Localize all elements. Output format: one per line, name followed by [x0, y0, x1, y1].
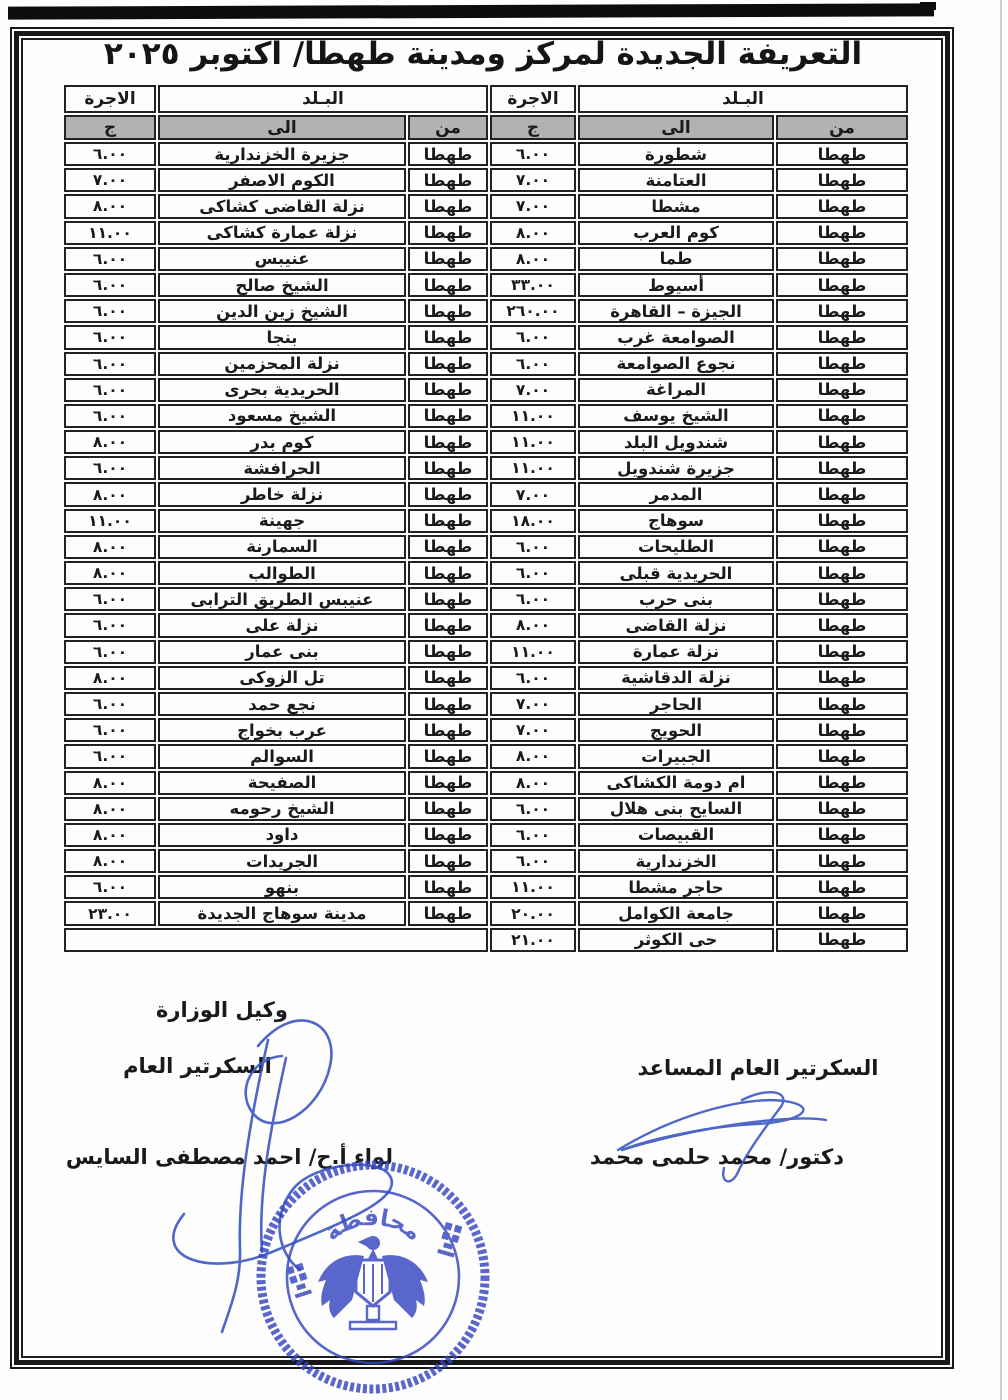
fare-cell: ٦.٠٠ [64, 378, 156, 402]
fare-cell: ٧.٠٠ [490, 692, 576, 716]
fare-cell: ٨.٠٠ [64, 771, 156, 795]
from-header-right: من [776, 115, 908, 140]
to-cell: نزلة المحزمين [158, 352, 406, 376]
fare-cell: ٨.٠٠ [64, 849, 156, 873]
from-cell: طهطا [776, 640, 908, 664]
country-header-right: البـلد [578, 85, 908, 113]
to-cell: كوم بدر [158, 430, 406, 454]
to-cell: نزلة عمارة كشاكى [158, 221, 406, 245]
scan-edge-line [1000, 0, 1002, 1400]
fare-cell: ٨.٠٠ [64, 823, 156, 847]
to-cell: الجيزة – القاهرة [578, 299, 774, 323]
to-cell: حى الكوثر [578, 928, 774, 952]
to-cell: الشيخ يوسف [578, 404, 774, 428]
country-header-left: البـلد [158, 85, 488, 113]
table-row [64, 613, 908, 637]
to-cell: العتامنة [578, 168, 774, 192]
table-row [64, 430, 908, 454]
from-cell: طهطا [408, 352, 488, 376]
from-cell: طهطا [776, 535, 908, 559]
fare-cell: ٦.٠٠ [64, 613, 156, 637]
fare-cell: ٦.٠٠ [64, 875, 156, 899]
fare-cell: ٦.٠٠ [64, 718, 156, 742]
fare-cell: ٦.٠٠ [490, 797, 576, 821]
from-cell: طهطا [776, 299, 908, 323]
left-signer-title-1: وكيل الوزارة [156, 998, 288, 1022]
fare-cell: ٨.٠٠ [64, 482, 156, 506]
from-cell: طهطا [408, 692, 488, 716]
table-row [64, 482, 908, 506]
fare-cell: ٧.٠٠ [64, 168, 156, 192]
from-cell: طهطا [776, 797, 908, 821]
fare-cell: ٦.٠٠ [64, 247, 156, 271]
to-cell: السايح بنى هلال [578, 797, 774, 821]
from-cell: طهطا [776, 561, 908, 585]
from-cell: طهطا [408, 797, 488, 821]
to-cell: كوم العرب [578, 221, 774, 245]
table-row [64, 928, 908, 952]
right-signer-title: السكرتير العام المساعد [637, 1056, 879, 1080]
from-cell: طهطا [776, 352, 908, 376]
to-cell: مدينة سوهاج الجديدة [158, 901, 406, 925]
from-cell: طهطا [776, 771, 908, 795]
table-row [64, 561, 908, 585]
from-cell: طهطا [408, 142, 488, 166]
from-cell: طهطا [408, 849, 488, 873]
fare-table [62, 83, 910, 954]
table-row [64, 744, 908, 768]
table-row [64, 221, 908, 245]
to-cell: الصفيحة [158, 771, 406, 795]
from-cell: طهطا [776, 928, 908, 952]
fare-cell: ١١.٠٠ [64, 221, 156, 245]
to-cell: بنى حرب [578, 587, 774, 611]
fare-cell: ١١.٠٠ [490, 430, 576, 454]
to-cell: عرب بخواج [158, 718, 406, 742]
to-cell: الشيخ مسعود [158, 404, 406, 428]
from-cell: طهطا [408, 771, 488, 795]
to-cell: الحريدية قبلى [578, 561, 774, 585]
from-cell: طهطا [408, 378, 488, 402]
to-cell: نزلة عمارة [578, 640, 774, 664]
fare-cell: ٦.٠٠ [64, 587, 156, 611]
to-cell: نزلة القاضى [578, 613, 774, 637]
fare-cell: ٦.٠٠ [490, 325, 576, 349]
top-border-nub [920, 2, 936, 10]
to-cell: الكوم الاصفر [158, 168, 406, 192]
fare-cell: ٦.٠٠ [64, 142, 156, 166]
fare-cell: ٨.٠٠ [64, 797, 156, 821]
from-header-left: من [408, 115, 488, 140]
fare-cell: ٢١.٠٠ [490, 928, 576, 952]
from-cell: طهطا [408, 875, 488, 899]
from-cell: طهطا [408, 325, 488, 349]
table-row [64, 640, 908, 664]
table-row [64, 247, 908, 271]
header-row-groups [64, 85, 908, 113]
to-cell: نجع حمد [158, 692, 406, 716]
to-cell: طما [578, 247, 774, 271]
to-cell: مشطا [578, 194, 774, 218]
fare-cell: ٨.٠٠ [490, 744, 576, 768]
from-cell: طهطا [776, 430, 908, 454]
from-cell: طهطا [776, 509, 908, 533]
from-cell: طهطا [776, 718, 908, 742]
to-cell: نزلة القاضى كشاكى [158, 194, 406, 218]
to-cell: نزلة الدقاشية [578, 666, 774, 690]
to-cell: القبيصات [578, 823, 774, 847]
table-row [64, 404, 908, 428]
fare-cell: ٦.٠٠ [490, 142, 576, 166]
fare-cell: ٦.٠٠ [490, 666, 576, 690]
to-cell: نزلة خاطر [158, 482, 406, 506]
fare-cell: ٨.٠٠ [64, 666, 156, 690]
to-cell: جامعة الكوامل [578, 901, 774, 925]
table-row [64, 509, 908, 533]
fare-cell: ٨.٠٠ [490, 613, 576, 637]
fare-cell: ١٨.٠٠ [490, 509, 576, 533]
fare-cell: ٢٣.٠٠ [64, 901, 156, 925]
to-cell: الصوامعة غرب [578, 325, 774, 349]
table-row [64, 352, 908, 376]
fare-cell: ٨.٠٠ [490, 247, 576, 271]
left-signer-title-2: السكرتير العام [123, 1054, 272, 1078]
from-cell: طهطا [408, 901, 488, 925]
from-cell: طهطا [408, 613, 488, 637]
to-cell: ام دومة الكشاكى [578, 771, 774, 795]
table-row [64, 456, 908, 480]
from-cell: طهطا [776, 482, 908, 506]
from-cell: طهطا [776, 875, 908, 899]
to-cell: السوالم [158, 744, 406, 768]
from-cell: طهطا [776, 378, 908, 402]
fare-cell: ٧.٠٠ [490, 482, 576, 506]
table-row [64, 771, 908, 795]
from-cell: طهطا [408, 744, 488, 768]
fare-cell: ٦.٠٠ [490, 352, 576, 376]
fare-cell: ٦.٠٠ [490, 535, 576, 559]
to-cell: بنجا [158, 325, 406, 349]
from-cell: طهطا [408, 640, 488, 664]
to-cell: داود [158, 823, 406, 847]
fare-cell: ١١.٠٠ [490, 640, 576, 664]
from-cell: طهطا [776, 744, 908, 768]
to-cell: المراغة [578, 378, 774, 402]
from-cell: طهطا [776, 613, 908, 637]
from-cell: طهطا [776, 325, 908, 349]
currency-header-right: ج [490, 115, 576, 140]
to-cell: الحرافشة [158, 456, 406, 480]
to-header-left: الى [158, 115, 406, 140]
from-cell: طهطا [408, 482, 488, 506]
fare-cell: ٧.٠٠ [490, 194, 576, 218]
left-signer-name: لواء أ.ح/ احمد مصطفى السايس [65, 1145, 393, 1169]
to-cell: المدمر [578, 482, 774, 506]
fare-cell: ٨.٠٠ [64, 561, 156, 585]
from-cell: طهطا [408, 221, 488, 245]
from-cell: طهطا [408, 404, 488, 428]
from-cell: طهطا [408, 561, 488, 585]
fare-cell: ٦.٠٠ [64, 273, 156, 297]
fare-cell: ٦.٠٠ [64, 404, 156, 428]
fare-cell: ٨.٠٠ [490, 771, 576, 795]
fare-cell: ٧.٠٠ [490, 168, 576, 192]
from-cell: طهطا [408, 299, 488, 323]
table-row [64, 666, 908, 690]
from-cell: طهطا [408, 456, 488, 480]
fare-cell: ٦.٠٠ [490, 561, 576, 585]
to-cell: جزيرة الخزندارية [158, 142, 406, 166]
from-cell: طهطا [776, 168, 908, 192]
to-cell: سوهاج [578, 509, 774, 533]
fare-cell: ٢٦٠.٠٠ [490, 299, 576, 323]
from-cell: طهطا [408, 509, 488, 533]
to-header-right: الى [578, 115, 774, 140]
to-cell: بنى عمار [158, 640, 406, 664]
to-cell: تل الزوكى [158, 666, 406, 690]
fare-cell: ٦.٠٠ [64, 640, 156, 664]
from-cell: طهطا [776, 404, 908, 428]
currency-header-left: ج [64, 115, 156, 140]
to-cell: الحريدية بحرى [158, 378, 406, 402]
table-row [64, 875, 908, 899]
to-cell: شطورة [578, 142, 774, 166]
from-cell: طهطا [776, 247, 908, 271]
empty-cell [64, 928, 488, 952]
right-signer-name: دكتور/ محمد حلمى محمد [589, 1145, 844, 1169]
table-row [64, 849, 908, 873]
to-cell: نجوع الصوامعة [578, 352, 774, 376]
table-row [64, 718, 908, 742]
table-row [64, 142, 908, 166]
fare-cell: ٦.٠٠ [64, 456, 156, 480]
from-cell: طهطا [408, 247, 488, 271]
to-cell: السمارنة [158, 535, 406, 559]
table-row [64, 587, 908, 611]
from-cell: طهطا [408, 718, 488, 742]
header-row-columns [64, 115, 908, 140]
to-cell: الطليحات [578, 535, 774, 559]
table-row [64, 797, 908, 821]
to-cell: عنيبس [158, 247, 406, 271]
to-cell: الطوالب [158, 561, 406, 585]
from-cell: طهطا [776, 194, 908, 218]
from-cell: طهطا [776, 587, 908, 611]
to-cell: جهينة [158, 509, 406, 533]
fare-cell: ١١.٠٠ [490, 875, 576, 899]
to-cell: الجريدات [158, 849, 406, 873]
from-cell: طهطا [776, 666, 908, 690]
from-cell: طهطا [776, 456, 908, 480]
to-cell: جزيرة شندويل [578, 456, 774, 480]
fare-cell: ٣٣.٠٠ [490, 273, 576, 297]
fare-cell: ٦.٠٠ [64, 299, 156, 323]
fare-cell: ٦.٠٠ [64, 352, 156, 376]
to-cell: الشيخ صالح [158, 273, 406, 297]
table-row [64, 378, 908, 402]
to-cell: الشيخ زين الدين [158, 299, 406, 323]
fare-header-left: الاجرة [64, 85, 156, 113]
fare-cell: ٦.٠٠ [490, 849, 576, 873]
fare-cell: ٨.٠٠ [490, 221, 576, 245]
from-cell: طهطا [776, 142, 908, 166]
fare-cell: ١١.٠٠ [64, 509, 156, 533]
fare-cell: ٧.٠٠ [490, 378, 576, 402]
from-cell: طهطا [408, 168, 488, 192]
from-cell: طهطا [776, 849, 908, 873]
fare-cell: ٨.٠٠ [64, 194, 156, 218]
fare-cell: ٦.٠٠ [64, 692, 156, 716]
from-cell: طهطا [776, 823, 908, 847]
table-row [64, 692, 908, 716]
table-row [64, 535, 908, 559]
to-cell: الحويج [578, 718, 774, 742]
fare-cell: ١١.٠٠ [490, 456, 576, 480]
from-cell: طهطا [408, 273, 488, 297]
to-cell: بنهو [158, 875, 406, 899]
from-cell: طهطا [408, 823, 488, 847]
from-cell: طهطا [408, 587, 488, 611]
to-cell: حاجر مشطا [578, 875, 774, 899]
from-cell: طهطا [776, 692, 908, 716]
from-cell: طهطا [776, 221, 908, 245]
to-cell: الجبيرات [578, 744, 774, 768]
table-row [64, 901, 908, 925]
table-row [64, 325, 908, 349]
to-cell: شندويل البلد [578, 430, 774, 454]
to-cell: الشيخ رحومه [158, 797, 406, 821]
from-cell: طهطا [408, 430, 488, 454]
fare-cell: ٦.٠٠ [64, 325, 156, 349]
from-cell: طهطا [776, 273, 908, 297]
to-cell: الحاجر [578, 692, 774, 716]
table-row [64, 823, 908, 847]
to-cell: أسيوط [578, 273, 774, 297]
table-row [64, 273, 908, 297]
table-row [64, 168, 908, 192]
fare-cell: ٨.٠٠ [64, 535, 156, 559]
fare-header-right: الاجرة [490, 85, 576, 113]
from-cell: طهطا [408, 194, 488, 218]
fare-cell: ٦.٠٠ [490, 587, 576, 611]
stamp-arc-text: محافظة [319, 1204, 427, 1247]
to-cell: نزلة على [158, 613, 406, 637]
from-cell: طهطا [408, 535, 488, 559]
fare-cell: ٧.٠٠ [490, 718, 576, 742]
page-title: التعريفة الجديدة لمركز ومدينة طهطا/ اكتوبر ٢٠٢٥ [103, 36, 863, 72]
fare-cell: ٨.٠٠ [64, 430, 156, 454]
from-cell: طهطا [776, 901, 908, 925]
table-row [64, 299, 908, 323]
top-border-bar [8, 3, 934, 19]
fare-cell: ١١.٠٠ [490, 404, 576, 428]
fare-cell: ٦.٠٠ [490, 823, 576, 847]
to-cell: عنيبس الطريق الترابى [158, 587, 406, 611]
from-cell: طهطا [408, 666, 488, 690]
table-row [64, 194, 908, 218]
fare-cell: ٢٠.٠٠ [490, 901, 576, 925]
to-cell: الخزندارية [578, 849, 774, 873]
fare-cell: ٦.٠٠ [64, 744, 156, 768]
